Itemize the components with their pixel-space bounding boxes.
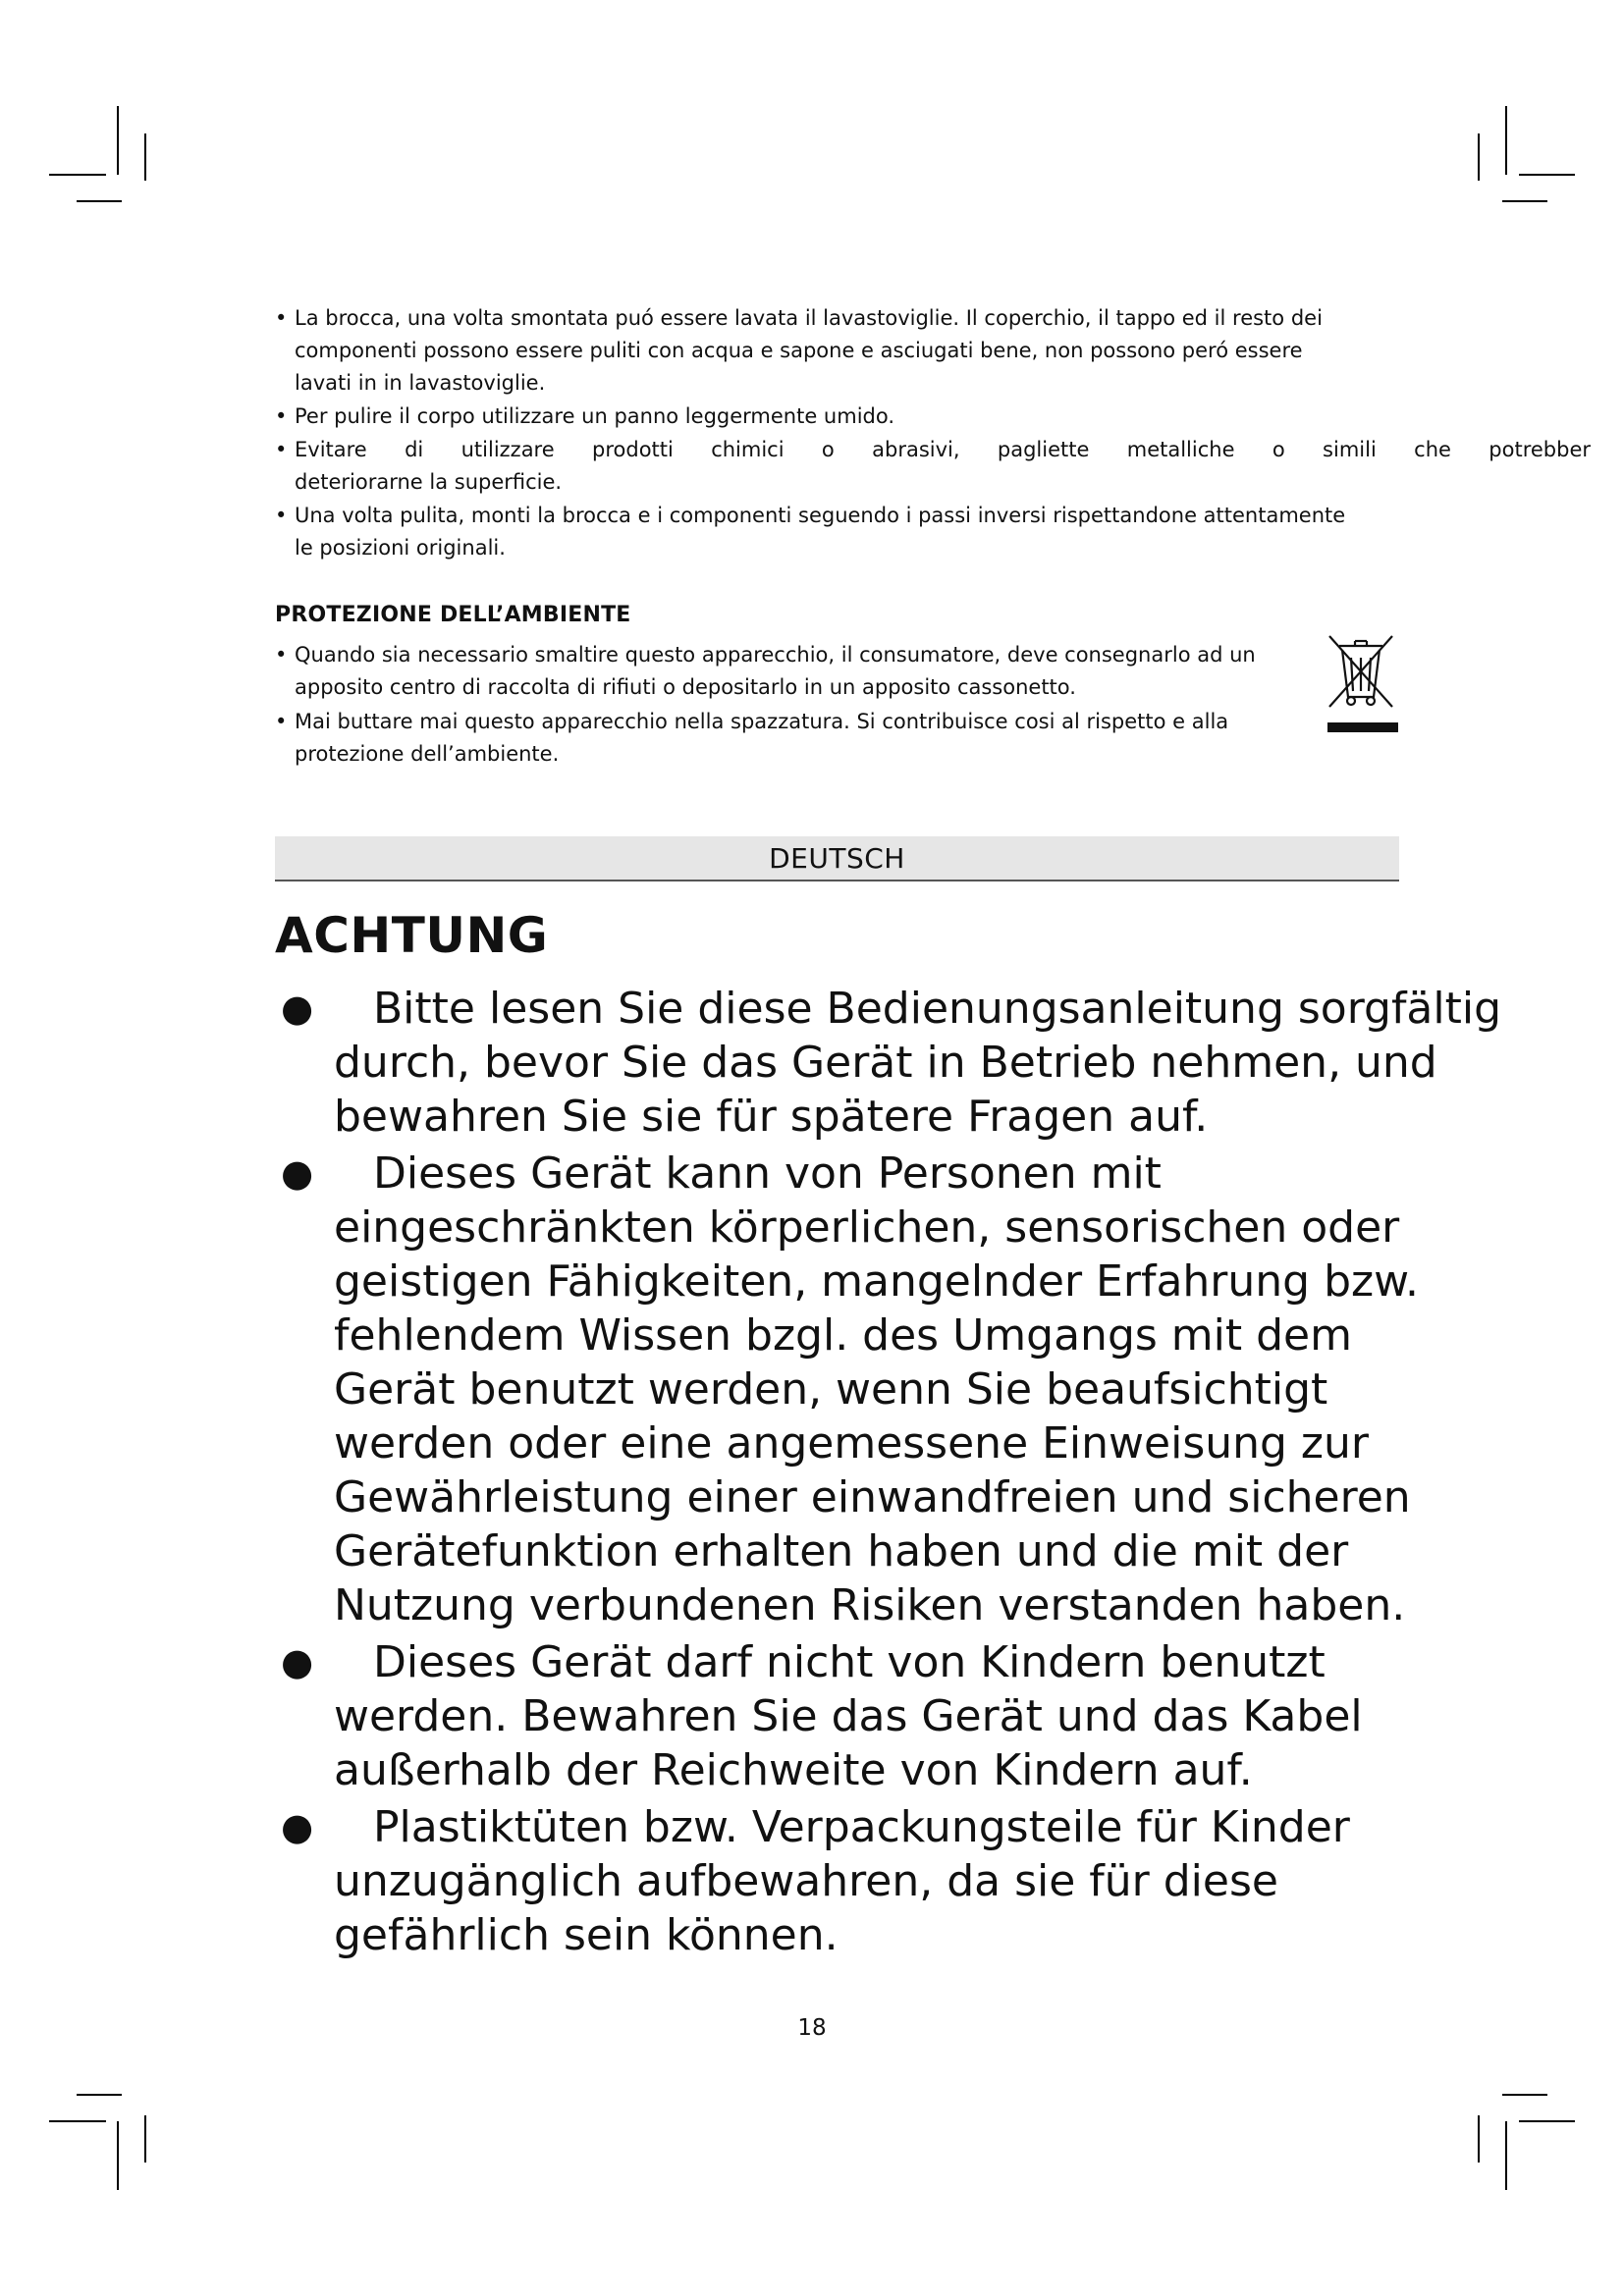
list-item bbox=[275, 1800, 1512, 1962]
text-line: • La brocca, una volta smontata puó essere lavata il lavastoviglie. Il coperchio, il tappo ed il resto dei bbox=[295, 306, 1323, 330]
german-warnings-list bbox=[275, 982, 1512, 1965]
text-line: gefährlich sein können. bbox=[334, 1910, 839, 1960]
list-item bbox=[275, 1147, 1512, 1632]
text-line: Nutzung verbundenen Risiken verstanden haben. bbox=[334, 1580, 1406, 1630]
text-line: Gerät benutzt werden, wenn Sie beaufsichtigt bbox=[334, 1364, 1328, 1415]
text-line: geistigen Fähigkeiten, mangelnder Erfahrung bzw. bbox=[334, 1256, 1420, 1307]
list-item bbox=[275, 639, 1335, 704]
text-line: Plastiktüten bzw. Verpackungsteile für Kinder bbox=[373, 1802, 1350, 1852]
italian-cleaning-list bbox=[275, 302, 1591, 565]
text-line: componenti possono essere puliti con acqua e sapone e asciugati bene, non possono peró essere bbox=[295, 339, 1303, 362]
list-item bbox=[275, 434, 1591, 499]
list-item bbox=[275, 500, 1591, 564]
text-line: bewahren Sie sie für spätere Fragen auf. bbox=[334, 1092, 1209, 1142]
text-line: fehlendem Wissen bzgl. des Umgangs mit dem bbox=[334, 1310, 1352, 1361]
list-item bbox=[275, 706, 1335, 771]
list-item bbox=[275, 302, 1591, 400]
bullet-icon: ● bbox=[281, 1805, 314, 1848]
text-line: • Una volta pulita, monti la brocca e i componenti seguendo i passi inversi rispettandone attentamente bbox=[295, 504, 1346, 527]
text-line: durch, bevor Sie das Gerät in Betrieb nehmen, und bbox=[334, 1038, 1437, 1088]
text-line: deteriorarne la superficie. bbox=[295, 470, 563, 494]
text-line: apposito centro di raccolta di rifiuti o depositarlo in un apposito cassonetto. bbox=[295, 675, 1076, 699]
list-item bbox=[275, 982, 1512, 1144]
text-line: Dieses Gerät darf nicht von Kindern benutzt bbox=[373, 1637, 1326, 1687]
text-line: werden oder eine angemessene Einweisung zur bbox=[334, 1418, 1370, 1468]
text-line: • Per pulire il corpo utilizzare un panno leggermente umido. bbox=[295, 404, 895, 428]
text-line: Gewährleistung einer einwandfreien und sicheren bbox=[334, 1472, 1411, 1522]
bullet-icon: ● bbox=[281, 1640, 314, 1683]
text-line: Dieses Gerät kann von Personen mit bbox=[373, 1148, 1162, 1199]
text-line: Bitte lesen Sie diese Bedienungsanleitung sorgfältig bbox=[373, 984, 1502, 1034]
text-line: protezione dell’ambiente. bbox=[295, 742, 560, 766]
text-line: • Quando sia necessario smaltire questo apparecchio, il consumatore, deve consegnarlo ad un bbox=[295, 643, 1256, 667]
text-line: • Evitare di utilizzare prodotti chimici o abrasivi, pagliette metalliche o simili che potrebber bbox=[295, 438, 1591, 461]
list-item bbox=[275, 1635, 1512, 1797]
environment-heading: PROTEZIONE DELL’AMBIENTE bbox=[275, 603, 631, 627]
bullet-icon: ● bbox=[281, 1151, 314, 1195]
text-line: lavati in in lavastoviglie. bbox=[295, 371, 546, 395]
text-line: le posizioni originali. bbox=[295, 536, 506, 560]
text-line: • Mai buttare mai questo apparecchio nella spazzatura. Si contribuisce cosi al rispetto e alla bbox=[295, 710, 1229, 733]
environment-list bbox=[275, 639, 1335, 773]
page-number: 18 bbox=[797, 2015, 827, 2041]
list-item bbox=[275, 400, 1591, 433]
text-line: eingeschränkten körperlichen, sensorischen oder bbox=[334, 1202, 1400, 1253]
page-title: ACHTUNG bbox=[275, 907, 549, 964]
bullet-icon: ● bbox=[281, 987, 314, 1030]
text-line: werden. Bewahren Sie das Gerät und das Kabel bbox=[334, 1691, 1363, 1741]
text-line: Gerätefunktion erhalten haben und die mit der bbox=[334, 1526, 1349, 1576]
text-line: unzugänglich aufbewahren, da sie für diese bbox=[334, 1856, 1278, 1906]
weee-crossed-bin-icon bbox=[1322, 632, 1400, 734]
language-section-band: DEUTSCH bbox=[275, 836, 1399, 881]
text-line: außerhalb der Reichweite von Kindern auf. bbox=[334, 1745, 1253, 1795]
